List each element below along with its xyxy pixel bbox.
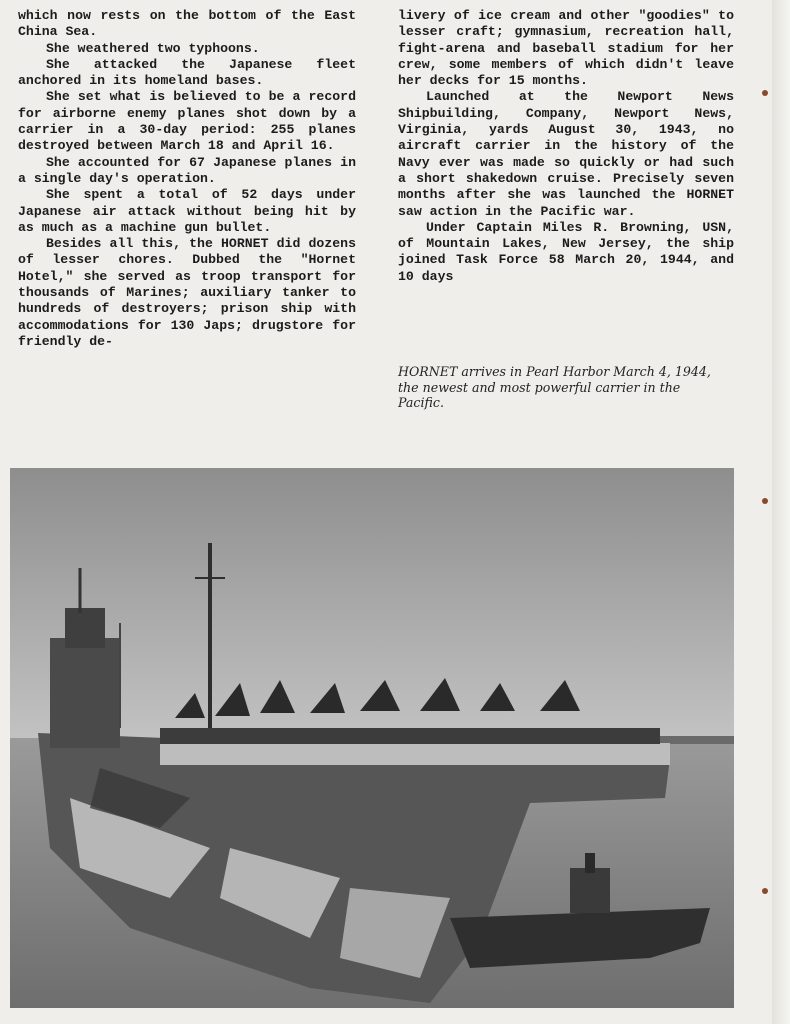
page-edge bbox=[772, 0, 790, 1024]
flight-deck bbox=[160, 743, 670, 765]
paragraph: livery of ice cream and other "goodies" to lesser craft; gymnasium, recreation hall, fight-arena and baseball stadium for her crew, some members of which didn't leave her decks for 15 months. bbox=[398, 8, 734, 89]
binder-hole bbox=[762, 888, 768, 894]
paragraph: She spent a total of 52 days under Japanese air attack without being hit by as much as a machine gun bullet. bbox=[18, 187, 356, 235]
left-text-column bbox=[18, 8, 356, 350]
paragraph: which now rests on the bottom of the East China Sea. bbox=[18, 8, 356, 40]
photo-caption: HORNET arrives in Pearl Harbor March 4, 1944, the newest and most powerful carrier in the Pacific. bbox=[398, 364, 711, 410]
paragraph: Besides all this, the HORNET did dozens of lesser chores. Dubbed the "Hornet Hotel," she served as troop transport for thousands of Marines; auxiliary tanker to hundreds of destroyers; prison ship with accommodations for 130 Japs; drugstore for friendly de- bbox=[18, 236, 356, 349]
crew-on-deck bbox=[160, 728, 660, 744]
aircraft-carrier-photo bbox=[10, 468, 734, 1008]
carrier-illustration bbox=[10, 468, 734, 1008]
paragraph: Under Captain Miles R. Browning, USN, of Mountain Lakes, New Jersey, the ship joined Task Force 58 March 20, 1944, and 10 days bbox=[398, 219, 734, 284]
right-text-column bbox=[398, 8, 734, 285]
paragraph: She weathered two typhoons. bbox=[46, 40, 260, 56]
binder-hole bbox=[762, 498, 768, 504]
paragraph: Launched at the Newport News Shipbuilding, Company, Newport News, Virginia, yards August 30, 1943, no aircraft carrier in the history of the Navy ever was made so quickly or had such a short shakedown cruise. Precisely seven months after she was launched the HORNET saw action in the Pacific war. bbox=[398, 89, 734, 219]
binder-hole bbox=[762, 90, 768, 96]
paragraph: She set what is believed to be a record for airborne enemy planes shot down by a carrier in a 30-day period: 255 planes destroyed between March 18 and April 16. bbox=[18, 89, 356, 154]
shoreline bbox=[650, 736, 734, 744]
paragraph: She accounted for 67 Japanese planes in a single day's operation. bbox=[18, 154, 356, 186]
paragraph: She attacked the Japanese fleet anchored in its homeland bases. bbox=[18, 56, 356, 89]
